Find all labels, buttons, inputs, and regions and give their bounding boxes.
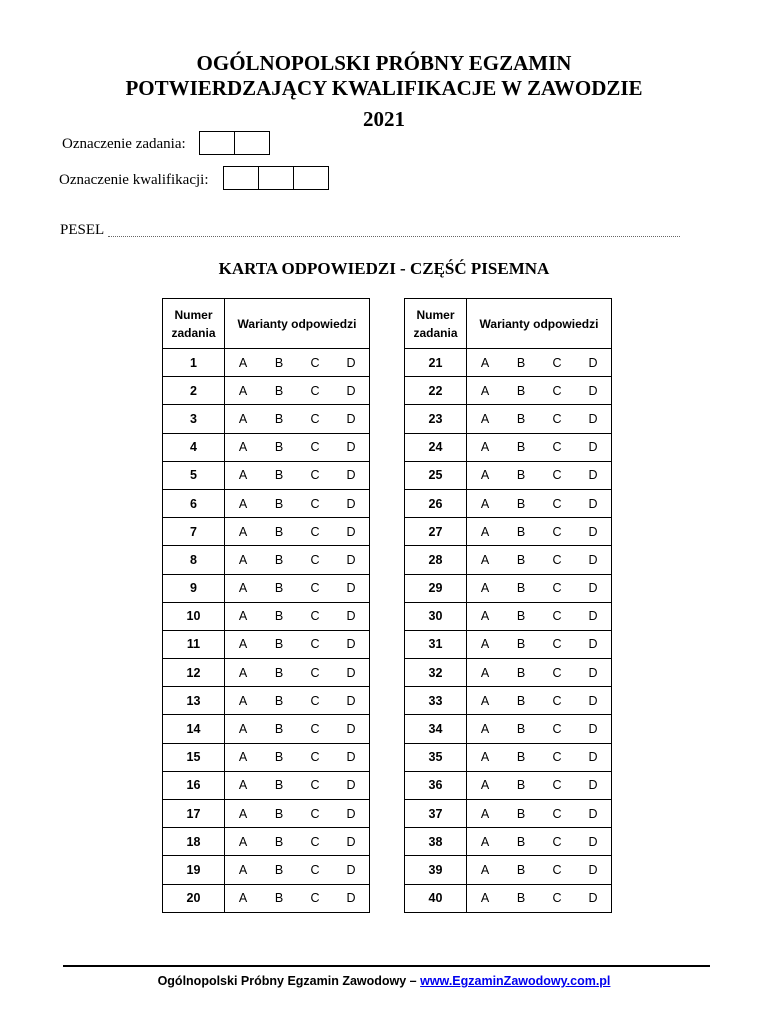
answer-option-b[interactable]: B (261, 602, 297, 630)
answer-option-c[interactable]: C (539, 433, 575, 461)
answer-option-b[interactable]: B (503, 630, 539, 658)
answer-option-a[interactable]: A (225, 461, 262, 489)
question-number: 9 (163, 574, 225, 602)
answer-option-b[interactable]: B (261, 743, 297, 771)
answer-option-b[interactable]: B (503, 800, 539, 828)
exam-title-line-1: OGÓLNOPOLSKI PRÓBNY EGZAMIN (196, 51, 572, 75)
answer-option-d[interactable]: D (333, 489, 370, 517)
question-number: 15 (163, 743, 225, 771)
table-header-row (405, 299, 612, 349)
answer-option-c[interactable]: C (539, 659, 575, 687)
table-row (405, 800, 612, 828)
question-number: 19 (163, 856, 225, 884)
question-number: 20 (163, 884, 225, 912)
answer-option-c[interactable]: C (539, 884, 575, 912)
answer-option-d[interactable]: D (575, 884, 612, 912)
answer-option-c[interactable]: C (297, 715, 333, 743)
table-row (163, 405, 370, 433)
question-number: 12 (163, 659, 225, 687)
qualification-designation-boxes (223, 166, 329, 190)
answer-option-a[interactable]: A (467, 856, 504, 884)
answer-option-c[interactable]: C (297, 489, 333, 517)
table-row (405, 349, 612, 377)
question-number: 21 (405, 349, 467, 377)
answer-option-b[interactable]: B (261, 687, 297, 715)
question-number: 25 (405, 461, 467, 489)
answer-option-b[interactable]: B (261, 377, 297, 405)
answer-option-a[interactable]: A (467, 405, 504, 433)
answer-option-c[interactable]: C (539, 349, 575, 377)
question-number: 13 (163, 687, 225, 715)
table-row (163, 630, 370, 658)
answer-option-c[interactable]: C (297, 518, 333, 546)
answer-option-d[interactable]: D (575, 489, 612, 517)
answer-option-b[interactable]: B (503, 743, 539, 771)
answer-option-b[interactable]: B (503, 461, 539, 489)
qualification-box[interactable] (223, 166, 259, 190)
question-number: 4 (163, 433, 225, 461)
question-number: 24 (405, 433, 467, 461)
answer-option-b[interactable]: B (503, 884, 539, 912)
table-row (405, 489, 612, 517)
answer-option-a[interactable]: A (225, 518, 262, 546)
answer-option-c[interactable]: C (297, 687, 333, 715)
table-row (405, 884, 612, 912)
answer-option-b[interactable]: B (261, 461, 297, 489)
answer-option-b[interactable]: B (503, 405, 539, 433)
table-row (405, 602, 612, 630)
answer-option-d[interactable]: D (333, 405, 370, 433)
question-number: 38 (405, 828, 467, 856)
table-row (163, 743, 370, 771)
answer-option-a[interactable]: A (225, 715, 262, 743)
answer-option-b[interactable]: B (503, 687, 539, 715)
question-number: 32 (405, 659, 467, 687)
answer-option-a[interactable]: A (225, 630, 262, 658)
answer-option-b[interactable]: B (261, 715, 297, 743)
answer-option-a[interactable]: A (225, 546, 262, 574)
answer-option-a[interactable]: A (467, 433, 504, 461)
table-row (405, 546, 612, 574)
answer-option-d[interactable]: D (333, 518, 370, 546)
answer-option-b[interactable]: B (261, 800, 297, 828)
answer-option-c[interactable]: C (297, 546, 333, 574)
answer-option-a[interactable]: A (225, 828, 262, 856)
answer-option-d[interactable]: D (575, 856, 612, 884)
answer-option-d[interactable]: D (333, 630, 370, 658)
answer-option-d[interactable]: D (575, 461, 612, 489)
table-header-row (163, 299, 370, 349)
table-row (163, 856, 370, 884)
answer-option-b[interactable]: B (503, 771, 539, 799)
question-number: 18 (163, 828, 225, 856)
table-row (405, 574, 612, 602)
table-row (163, 546, 370, 574)
table-row (405, 405, 612, 433)
table-row (163, 884, 370, 912)
answer-option-b[interactable]: B (503, 574, 539, 602)
answer-option-d[interactable]: D (575, 687, 612, 715)
table-row (163, 659, 370, 687)
answer-option-d[interactable]: D (333, 800, 370, 828)
answer-option-b[interactable]: B (261, 518, 297, 546)
answer-option-d[interactable]: D (575, 771, 612, 799)
task-designation-label: Oznaczenie zadania: (62, 136, 186, 152)
number-header: Numer zadania (405, 299, 467, 349)
question-number: 29 (405, 574, 467, 602)
answer-option-d[interactable]: D (333, 659, 370, 687)
answer-option-a[interactable]: A (467, 461, 504, 489)
answer-option-c[interactable]: C (297, 377, 333, 405)
answer-option-c[interactable]: C (539, 715, 575, 743)
answer-option-d[interactable]: D (333, 884, 370, 912)
answer-option-b[interactable]: B (261, 771, 297, 799)
answer-option-a[interactable]: A (467, 377, 504, 405)
answer-option-d[interactable]: D (333, 687, 370, 715)
table-row (163, 461, 370, 489)
answer-option-b[interactable]: B (261, 433, 297, 461)
answer-option-a[interactable]: A (467, 602, 504, 630)
answer-option-b[interactable]: B (261, 546, 297, 574)
answer-option-b[interactable]: B (261, 884, 297, 912)
answer-option-b[interactable]: B (261, 349, 297, 377)
answer-option-a[interactable]: A (467, 630, 504, 658)
answer-option-b[interactable]: B (503, 659, 539, 687)
question-number: 28 (405, 546, 467, 574)
answer-option-b[interactable]: B (503, 518, 539, 546)
task-box[interactable] (234, 131, 270, 155)
question-number: 37 (405, 800, 467, 828)
table-row (163, 602, 370, 630)
answer-option-d[interactable]: D (333, 461, 370, 489)
answer-option-c[interactable]: C (297, 574, 333, 602)
footer-text: Ogólnopolski Próbny Egzamin Zawodowy – (157, 974, 421, 988)
answer-option-d[interactable]: D (575, 377, 612, 405)
answer-option-d[interactable]: D (575, 630, 612, 658)
answer-option-a[interactable]: A (225, 349, 262, 377)
answer-option-d[interactable]: D (575, 349, 612, 377)
footer-link[interactable]: www.EgzaminZawodowy.com.pl (420, 974, 611, 988)
answer-option-a[interactable]: A (467, 349, 504, 377)
answer-option-b[interactable]: B (503, 546, 539, 574)
answer-option-c[interactable]: C (297, 630, 333, 658)
answer-option-a[interactable]: A (467, 687, 504, 715)
answer-option-a[interactable]: A (225, 574, 262, 602)
table-row (163, 518, 370, 546)
answer-option-c[interactable]: C (297, 884, 333, 912)
answer-option-b[interactable]: B (503, 433, 539, 461)
answer-option-d[interactable]: D (575, 602, 612, 630)
answer-option-c[interactable]: C (539, 489, 575, 517)
answer-option-d[interactable]: D (333, 828, 370, 856)
answer-option-a[interactable]: A (467, 715, 504, 743)
qualification-box[interactable] (258, 166, 294, 190)
answer-option-a[interactable]: A (225, 884, 262, 912)
table-row (405, 856, 612, 884)
question-number: 27 (405, 518, 467, 546)
answer-option-d[interactable]: D (333, 771, 370, 799)
answer-option-b[interactable]: B (503, 715, 539, 743)
question-number: 31 (405, 630, 467, 658)
answer-option-b[interactable]: B (261, 574, 297, 602)
answer-option-c[interactable]: C (297, 743, 333, 771)
answer-option-d[interactable]: D (575, 715, 612, 743)
exam-year: 2021 (363, 107, 405, 131)
task-box[interactable] (199, 131, 235, 155)
table-row (163, 377, 370, 405)
answer-option-a[interactable]: A (467, 828, 504, 856)
answer-option-d[interactable]: D (333, 377, 370, 405)
table-row (163, 828, 370, 856)
answer-option-a[interactable]: A (467, 659, 504, 687)
table-row (163, 489, 370, 517)
question-number: 17 (163, 800, 225, 828)
table-row (405, 743, 612, 771)
table-row (405, 377, 612, 405)
answer-option-a[interactable]: A (467, 489, 504, 517)
answer-option-d[interactable]: D (333, 743, 370, 771)
answer-option-d[interactable]: D (333, 546, 370, 574)
answer-option-a[interactable]: A (467, 743, 504, 771)
question-number: 23 (405, 405, 467, 433)
answer-option-c[interactable]: C (297, 461, 333, 489)
answer-option-a[interactable]: A (467, 884, 504, 912)
question-number: 2 (163, 377, 225, 405)
answer-option-d[interactable]: D (575, 518, 612, 546)
answer-option-d[interactable]: D (333, 349, 370, 377)
answer-card-title: KARTA ODPOWIEDZI - CZĘŚĆ PISEMNA (218, 259, 550, 278)
answer-option-c[interactable]: C (539, 518, 575, 546)
question-number: 33 (405, 687, 467, 715)
answer-option-b[interactable]: B (261, 659, 297, 687)
answer-option-d[interactable]: D (333, 715, 370, 743)
answer-option-c[interactable]: C (539, 574, 575, 602)
exam-title-line-2: POTWIERDZAJĄCY KWALIFIKACJE W ZAWODZIE (125, 76, 643, 100)
task-designation-boxes (199, 131, 270, 155)
answer-option-d[interactable]: D (575, 800, 612, 828)
pesel-label: PESEL (60, 222, 105, 238)
answer-option-d[interactable]: D (333, 574, 370, 602)
question-number: 22 (405, 377, 467, 405)
table-row (405, 828, 612, 856)
answer-option-d[interactable]: D (575, 546, 612, 574)
answer-option-a[interactable]: A (225, 405, 262, 433)
answer-option-a[interactable]: A (467, 518, 504, 546)
answer-option-a[interactable]: A (467, 546, 504, 574)
answer-option-b[interactable]: B (503, 349, 539, 377)
answer-option-c[interactable]: C (539, 461, 575, 489)
answer-option-c[interactable]: C (297, 828, 333, 856)
answer-option-c[interactable]: C (297, 433, 333, 461)
answer-option-d[interactable]: D (575, 659, 612, 687)
answer-option-c[interactable]: C (297, 800, 333, 828)
answer-option-b[interactable]: B (261, 630, 297, 658)
answer-option-d[interactable]: D (333, 856, 370, 884)
table-row (405, 461, 612, 489)
table-row (405, 771, 612, 799)
answer-option-a[interactable]: A (225, 377, 262, 405)
table-row (163, 800, 370, 828)
variants-header: Warianty odpowiedzi (467, 299, 612, 349)
answer-option-b[interactable]: B (261, 828, 297, 856)
qualification-designation-label: Oznaczenie kwalifikacji: (59, 172, 209, 188)
question-number: 36 (405, 771, 467, 799)
question-number: 30 (405, 602, 467, 630)
question-number: 16 (163, 771, 225, 799)
pesel-input-line[interactable] (108, 236, 680, 237)
table-row (163, 715, 370, 743)
answer-option-b[interactable]: B (503, 377, 539, 405)
answer-option-d[interactable]: D (575, 433, 612, 461)
answer-option-d[interactable]: D (575, 574, 612, 602)
question-number: 10 (163, 602, 225, 630)
answer-option-a[interactable]: A (225, 856, 262, 884)
table-row (163, 433, 370, 461)
answer-option-c[interactable]: C (539, 771, 575, 799)
answer-option-c[interactable]: C (297, 602, 333, 630)
question-number: 35 (405, 743, 467, 771)
number-header: Numer zadania (163, 299, 225, 349)
answer-option-c[interactable]: C (539, 377, 575, 405)
question-number: 39 (405, 856, 467, 884)
answer-option-a[interactable]: A (467, 574, 504, 602)
question-number: 34 (405, 715, 467, 743)
answer-option-c[interactable]: C (539, 630, 575, 658)
answer-option-a[interactable]: A (225, 800, 262, 828)
answer-option-a[interactable]: A (225, 602, 262, 630)
answer-option-a[interactable]: A (225, 687, 262, 715)
table-row (405, 433, 612, 461)
answer-option-b[interactable]: B (503, 856, 539, 884)
question-number: 14 (163, 715, 225, 743)
answer-option-c[interactable]: C (297, 405, 333, 433)
table-row (405, 687, 612, 715)
table-row (163, 687, 370, 715)
answer-option-d[interactable]: D (333, 602, 370, 630)
qualification-box[interactable] (293, 166, 329, 190)
answer-option-c[interactable]: C (539, 743, 575, 771)
answer-table-left (162, 298, 370, 913)
table-row (405, 715, 612, 743)
answer-option-b[interactable]: B (503, 602, 539, 630)
answer-option-d[interactable]: D (575, 405, 612, 433)
answer-option-c[interactable]: C (539, 602, 575, 630)
table-row (163, 349, 370, 377)
question-number: 6 (163, 489, 225, 517)
table-row (405, 630, 612, 658)
answer-option-c[interactable]: C (539, 800, 575, 828)
answer-option-c[interactable]: C (539, 856, 575, 884)
answer-option-d[interactable]: D (333, 433, 370, 461)
answer-option-c[interactable]: C (297, 771, 333, 799)
table-row (405, 659, 612, 687)
table-row (163, 574, 370, 602)
answer-option-c[interactable]: C (539, 405, 575, 433)
question-number: 40 (405, 884, 467, 912)
variants-header: Warianty odpowiedzi (225, 299, 370, 349)
answer-option-b[interactable]: B (261, 489, 297, 517)
answer-option-a[interactable]: A (225, 659, 262, 687)
question-number: 11 (163, 630, 225, 658)
answer-option-c[interactable]: C (297, 349, 333, 377)
question-number: 8 (163, 546, 225, 574)
answer-option-a[interactable]: A (225, 743, 262, 771)
footer-divider (63, 965, 710, 967)
answer-table-right (404, 298, 612, 913)
answer-option-a[interactable]: A (225, 489, 262, 517)
answer-option-d[interactable]: D (575, 743, 612, 771)
question-number: 5 (163, 461, 225, 489)
answer-option-c[interactable]: C (539, 546, 575, 574)
answer-option-b[interactable]: B (503, 828, 539, 856)
question-number: 1 (163, 349, 225, 377)
question-number: 7 (163, 518, 225, 546)
table-row (405, 518, 612, 546)
table-row (163, 771, 370, 799)
answer-option-b[interactable]: B (261, 856, 297, 884)
answer-option-a[interactable]: A (225, 771, 262, 799)
answer-option-d[interactable]: D (575, 828, 612, 856)
question-number: 26 (405, 489, 467, 517)
footer (0, 974, 768, 988)
answer-option-c[interactable]: C (297, 856, 333, 884)
answer-option-c[interactable]: C (539, 687, 575, 715)
answer-option-b[interactable]: B (261, 405, 297, 433)
answer-option-a[interactable]: A (467, 800, 504, 828)
answer-option-c[interactable]: C (539, 828, 575, 856)
answer-option-a[interactable]: A (467, 771, 504, 799)
answer-option-a[interactable]: A (225, 433, 262, 461)
question-number: 3 (163, 405, 225, 433)
answer-option-c[interactable]: C (297, 659, 333, 687)
answer-option-b[interactable]: B (503, 489, 539, 517)
